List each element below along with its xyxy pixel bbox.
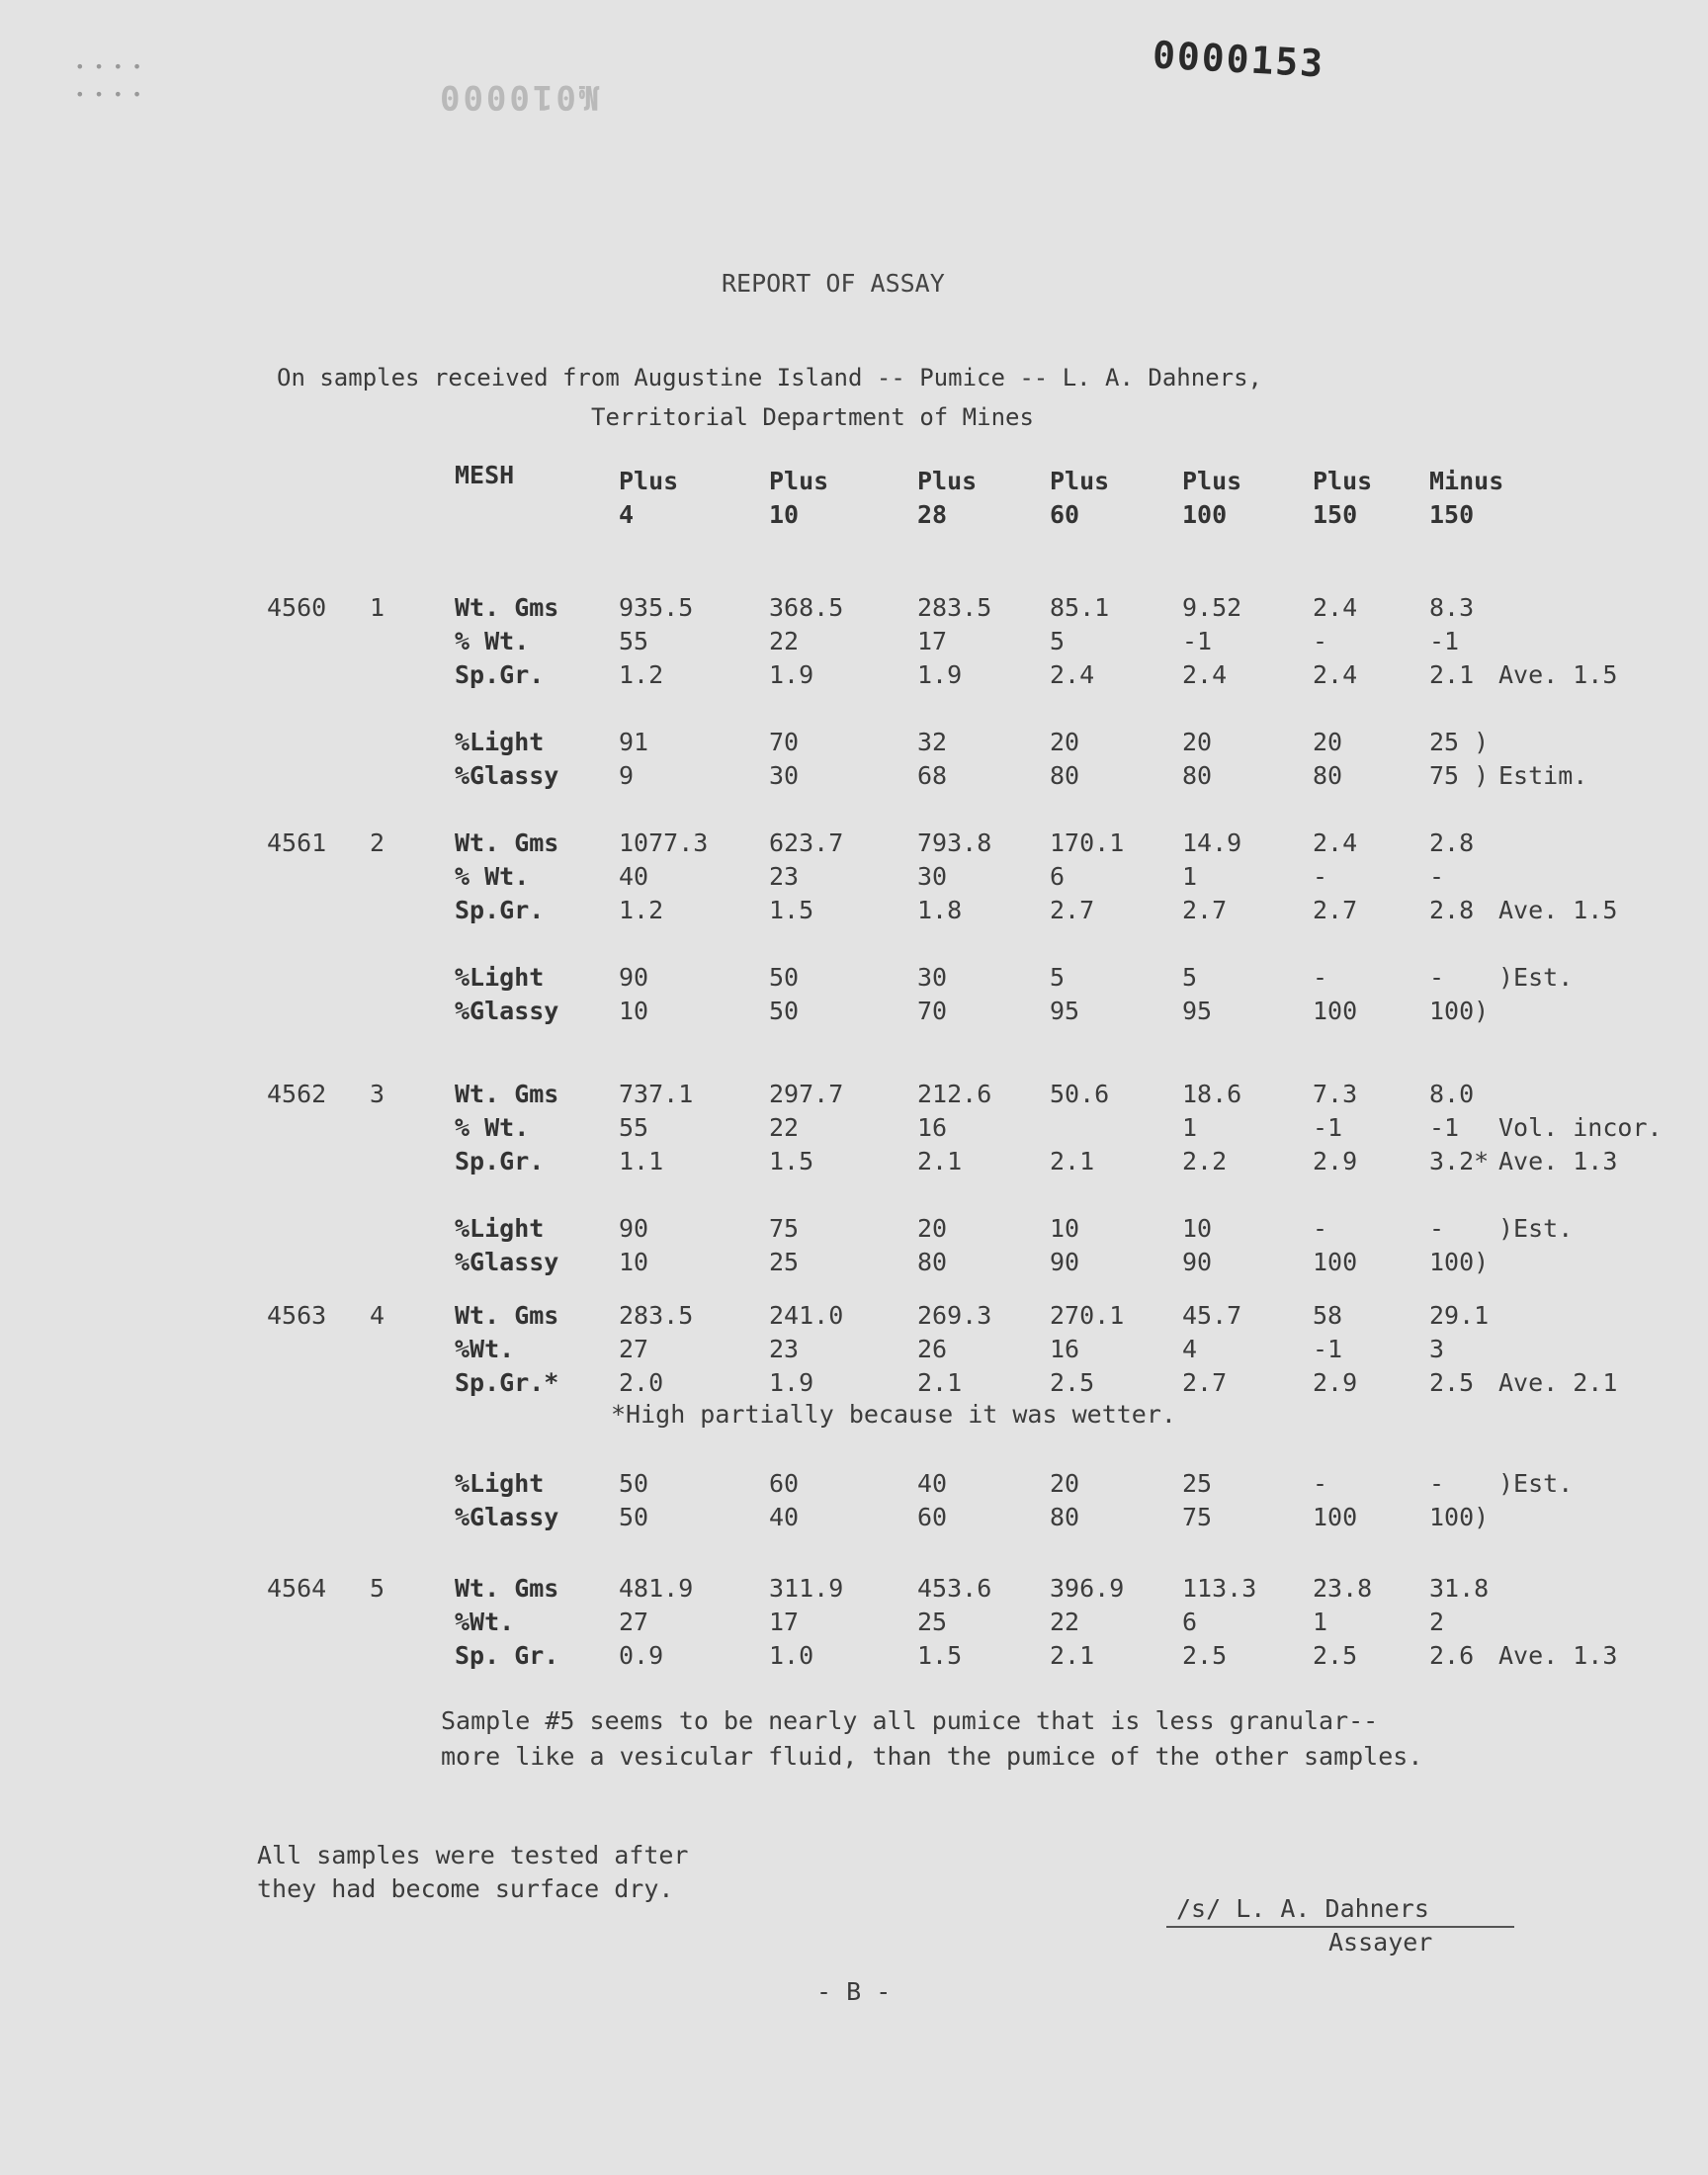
column-header-top: Plus	[769, 467, 829, 495]
table-cell: 80	[1050, 761, 1080, 790]
table-cell: 10	[619, 1248, 649, 1276]
row-label: Wt. Gms	[455, 1080, 559, 1108]
table-cell: 283.5	[917, 593, 992, 622]
table-cell: 95	[1050, 997, 1080, 1025]
row-note: )Est.	[1498, 1469, 1574, 1498]
table-cell: 5	[1050, 627, 1066, 655]
table-cell: 50	[619, 1503, 649, 1531]
table-cell: 1.0	[769, 1641, 814, 1670]
table-cell: -	[1313, 963, 1328, 992]
table-cell: 50	[619, 1469, 649, 1498]
table-cell: 100)	[1429, 1248, 1490, 1276]
table-cell: 10	[619, 997, 649, 1025]
table-cell: 270.1	[1050, 1301, 1125, 1330]
table-cell: 1.2	[619, 660, 664, 689]
sample-number: 5	[370, 1574, 385, 1603]
subtitle-line-2: Territorial Department of Mines	[591, 403, 1034, 431]
remark-line-2: more like a vesicular fluid, than the pumice of the other samples.	[441, 1742, 1423, 1771]
table-cell: -	[1429, 862, 1445, 891]
sample-id: 4561	[267, 828, 327, 857]
table-cell: 80	[1050, 1503, 1080, 1531]
table-cell: 170.1	[1050, 828, 1125, 857]
table-cell: 20	[1050, 728, 1080, 756]
table-cell: 9	[619, 761, 635, 790]
report-title: REPORT OF ASSAY	[722, 269, 945, 298]
table-cell: 8.3	[1429, 593, 1475, 622]
table-cell: 10	[1182, 1214, 1213, 1243]
sample-id: 4563	[267, 1301, 327, 1330]
table-cell: 50.6	[1050, 1080, 1110, 1108]
table-cell: 58	[1313, 1301, 1343, 1330]
row-note: Ave. 1.5	[1498, 896, 1618, 924]
table-cell: 100)	[1429, 1503, 1490, 1531]
table-cell: 2.4	[1313, 660, 1358, 689]
table-cell: 40	[917, 1469, 948, 1498]
table-cell: 453.6	[917, 1574, 992, 1603]
sample-footnote: *High partially because it was wetter.	[611, 1400, 1176, 1429]
table-cell: 75	[1182, 1503, 1213, 1531]
signature-title: Assayer	[1328, 1928, 1433, 1957]
table-cell: 283.5	[619, 1301, 694, 1330]
table-cell: 5	[1182, 963, 1198, 992]
table-cell: 2.0	[619, 1368, 664, 1397]
row-label: %Light	[455, 1469, 545, 1498]
row-note: Vol. incor.	[1498, 1113, 1663, 1142]
table-cell: 2.5	[1050, 1368, 1095, 1397]
column-header-top: Plus	[1313, 467, 1373, 495]
table-cell: 26	[917, 1335, 948, 1363]
table-cell: 2.7	[1313, 896, 1358, 924]
table-cell: 85.1	[1050, 593, 1110, 622]
table-cell: 75 )	[1429, 761, 1490, 790]
table-cell: -	[1429, 1214, 1445, 1243]
page-label: - B -	[816, 1977, 892, 2006]
table-cell: 2.1	[1050, 1641, 1095, 1670]
table-cell: 55	[619, 1113, 649, 1142]
table-cell: 1	[1182, 1113, 1198, 1142]
table-cell: 30	[917, 963, 948, 992]
table-cell: 40	[769, 1503, 800, 1531]
table-cell: 4	[1182, 1335, 1198, 1363]
table-cell: 3	[1429, 1335, 1445, 1363]
table-cell: 311.9	[769, 1574, 844, 1603]
table-cell: 30	[917, 862, 948, 891]
row-label: Sp.Gr.	[455, 1147, 545, 1175]
table-cell: 70	[769, 728, 800, 756]
table-cell: 2.7	[1182, 896, 1228, 924]
row-label: % Wt.	[455, 1113, 530, 1142]
table-cell: 2.9	[1313, 1147, 1358, 1175]
table-cell: -	[1429, 963, 1445, 992]
table-cell: 70	[917, 997, 948, 1025]
column-header-top: Minus	[1429, 467, 1504, 495]
row-label: % Wt.	[455, 862, 530, 891]
table-cell: 2.1	[1050, 1147, 1095, 1175]
table-cell: 1.2	[619, 896, 664, 924]
table-cell: 2.6	[1429, 1641, 1475, 1670]
table-cell: 2.8	[1429, 896, 1475, 924]
table-cell: 2.9	[1313, 1368, 1358, 1397]
table-cell: 23	[769, 1335, 800, 1363]
table-cell: 30	[769, 761, 800, 790]
table-cell: 32	[917, 728, 948, 756]
table-cell: 1.5	[769, 896, 814, 924]
sample-number: 2	[370, 828, 385, 857]
table-cell: 2.7	[1050, 896, 1095, 924]
table-cell: 1.9	[917, 660, 963, 689]
note-line-2: they had become surface dry.	[257, 1874, 674, 1903]
table-cell: 1.1	[619, 1147, 664, 1175]
table-cell: 25	[769, 1248, 800, 1276]
row-label: Wt. Gms	[455, 593, 559, 622]
table-cell: 297.7	[769, 1080, 844, 1108]
table-cell: 40	[619, 862, 649, 891]
table-cell: 50	[769, 997, 800, 1025]
row-label: Sp.Gr.	[455, 896, 545, 924]
table-cell: 2.1	[917, 1147, 963, 1175]
corner-mark: • • • •	[75, 57, 142, 76]
subtitle-line-1: On samples received from Augustine Island -- Pumice -- L. A. Dahners,	[277, 364, 1262, 392]
table-cell: 2.4	[1050, 660, 1095, 689]
table-cell: -	[1313, 1469, 1328, 1498]
table-cell: 22	[1050, 1608, 1080, 1636]
column-header-bottom: 28	[917, 500, 948, 529]
table-cell: 793.8	[917, 828, 992, 857]
table-cell: 23	[769, 862, 800, 891]
row-label: %Light	[455, 1214, 545, 1243]
table-cell: 31.8	[1429, 1574, 1490, 1603]
table-cell: 20	[1182, 728, 1213, 756]
column-header-top: Plus	[917, 467, 978, 495]
table-cell: 45.7	[1182, 1301, 1242, 1330]
table-cell: 2.2	[1182, 1147, 1228, 1175]
table-cell: 6	[1050, 862, 1066, 891]
table-cell: 2.1	[1429, 660, 1475, 689]
sample-number: 4	[370, 1301, 385, 1330]
table-cell: 396.9	[1050, 1574, 1125, 1603]
row-label: %Wt.	[455, 1608, 515, 1636]
row-note: Ave. 1.5	[1498, 660, 1618, 689]
table-cell: 481.9	[619, 1574, 694, 1603]
table-cell: 20	[1313, 728, 1343, 756]
sample-id: 4564	[267, 1574, 327, 1603]
table-cell: 2.4	[1313, 593, 1358, 622]
row-label: Sp.Gr.	[455, 660, 545, 689]
table-cell: -1	[1429, 627, 1460, 655]
table-cell: 90	[1050, 1248, 1080, 1276]
table-cell: 0.9	[619, 1641, 664, 1670]
table-cell: -	[1313, 627, 1328, 655]
table-cell: 55	[619, 627, 649, 655]
table-cell: 1.9	[769, 660, 814, 689]
table-cell: 60	[917, 1503, 948, 1531]
table-cell: 8.0	[1429, 1080, 1475, 1108]
table-cell: 2.5	[1429, 1368, 1475, 1397]
table-cell: 2.7	[1182, 1368, 1228, 1397]
table-cell: 90	[619, 1214, 649, 1243]
table-cell: 2.5	[1313, 1641, 1358, 1670]
table-cell: 25 )	[1429, 728, 1490, 756]
table-cell: 9.52	[1182, 593, 1242, 622]
table-cell: 14.9	[1182, 828, 1242, 857]
table-cell: 100	[1313, 1248, 1358, 1276]
signature: /s/ L. A. Dahners	[1176, 1894, 1429, 1923]
table-cell: 2.5	[1182, 1641, 1228, 1670]
table-cell: 90	[1182, 1248, 1213, 1276]
remark-line-1: Sample #5 seems to be nearly all pumice that is less granular--	[441, 1706, 1379, 1735]
row-note: )Est.	[1498, 1214, 1574, 1243]
table-cell: 80	[1182, 761, 1213, 790]
table-cell: 68	[917, 761, 948, 790]
table-cell: 6	[1182, 1608, 1198, 1636]
table-cell: -1	[1313, 1113, 1343, 1142]
column-header-bottom: 100	[1182, 500, 1228, 529]
table-cell: 75	[769, 1214, 800, 1243]
table-cell: -1	[1182, 627, 1213, 655]
table-cell: 91	[619, 728, 649, 756]
table-cell: -	[1313, 862, 1328, 891]
row-note: )Est.	[1498, 963, 1574, 992]
column-header-top: Plus	[1050, 467, 1110, 495]
table-cell: 2	[1429, 1608, 1445, 1636]
table-cell: 16	[1050, 1335, 1080, 1363]
table-cell: 1.5	[917, 1641, 963, 1670]
table-cell: 100	[1313, 997, 1358, 1025]
table-cell: 29.1	[1429, 1301, 1490, 1330]
table-cell: 2.1	[917, 1368, 963, 1397]
row-label: Wt. Gms	[455, 828, 559, 857]
column-header-bottom: 4	[619, 500, 635, 529]
table-cell: 18.6	[1182, 1080, 1242, 1108]
table-cell: 20	[1050, 1469, 1080, 1498]
row-label: Sp.Gr.*	[455, 1368, 559, 1397]
table-cell: 113.3	[1182, 1574, 1257, 1603]
table-cell: 90	[619, 963, 649, 992]
row-note: Ave. 2.1	[1498, 1368, 1618, 1397]
row-label: %Glassy	[455, 1248, 559, 1276]
table-cell: 60	[769, 1469, 800, 1498]
table-cell: 623.7	[769, 828, 844, 857]
table-cell: 23.8	[1313, 1574, 1373, 1603]
table-cell: 1077.3	[619, 828, 709, 857]
column-header-bottom: 60	[1050, 500, 1080, 529]
table-cell: -	[1429, 1469, 1445, 1498]
table-cell: 2.4	[1182, 660, 1228, 689]
table-cell: 20	[917, 1214, 948, 1243]
table-cell: -1	[1313, 1335, 1343, 1363]
table-cell: 27	[619, 1608, 649, 1636]
table-cell: 7.3	[1313, 1080, 1358, 1108]
table-cell: 2.8	[1429, 828, 1475, 857]
table-cell: 1.8	[917, 896, 963, 924]
table-cell: -1	[1429, 1113, 1460, 1142]
row-label: %Glassy	[455, 761, 559, 790]
sample-number: 1	[370, 593, 385, 622]
sample-number: 3	[370, 1080, 385, 1108]
column-header-top: Plus	[1182, 467, 1242, 495]
table-cell: 241.0	[769, 1301, 844, 1330]
table-cell: 1.5	[769, 1147, 814, 1175]
note-line-1: All samples were tested after	[257, 1841, 689, 1870]
table-cell: 1.9	[769, 1368, 814, 1397]
table-cell: 3.2*	[1429, 1147, 1490, 1175]
table-cell: 100)	[1429, 997, 1490, 1025]
table-cell: 25	[917, 1608, 948, 1636]
table-cell: 212.6	[917, 1080, 992, 1108]
sample-id: 4562	[267, 1080, 327, 1108]
row-label: % Wt.	[455, 627, 530, 655]
table-cell: 100	[1313, 1503, 1358, 1531]
table-cell: 17	[769, 1608, 800, 1636]
table-cell: 10	[1050, 1214, 1080, 1243]
corner-mark: • • • •	[75, 85, 142, 104]
table-cell: 16	[917, 1113, 948, 1142]
table-cell: 1	[1182, 862, 1198, 891]
row-label: Sp. Gr.	[455, 1641, 559, 1670]
table-cell: 17	[917, 627, 948, 655]
table-cell: 80	[1313, 761, 1343, 790]
table-cell: 22	[769, 1113, 800, 1142]
column-header-bottom: 150	[1313, 500, 1358, 529]
table-cell: 25	[1182, 1469, 1213, 1498]
column-header-bottom: 150	[1429, 500, 1475, 529]
column-header-bottom: 10	[769, 500, 800, 529]
row-label: Wt. Gms	[455, 1301, 559, 1330]
row-label: Wt. Gms	[455, 1574, 559, 1603]
table-cell: -	[1313, 1214, 1328, 1243]
sample-id: 4560	[267, 593, 327, 622]
row-note: Estim.	[1498, 761, 1588, 790]
row-label: %Glassy	[455, 997, 559, 1025]
row-label: %Glassy	[455, 1503, 559, 1531]
table-cell: 50	[769, 963, 800, 992]
row-note: Ave. 1.3	[1498, 1641, 1618, 1670]
mesh-header: MESH	[455, 461, 515, 489]
faint-stamp-number: №010000	[437, 77, 600, 117]
document-number: 0000153	[1151, 33, 1326, 86]
row-label: %Light	[455, 728, 545, 756]
row-label: %Light	[455, 963, 545, 992]
table-cell: 27	[619, 1335, 649, 1363]
row-label: %Wt.	[455, 1335, 515, 1363]
table-cell: 1	[1313, 1608, 1328, 1636]
table-cell: 80	[917, 1248, 948, 1276]
table-cell: 2.4	[1313, 828, 1358, 857]
column-header-top: Plus	[619, 467, 679, 495]
table-cell: 5	[1050, 963, 1066, 992]
table-cell: 737.1	[619, 1080, 694, 1108]
table-cell: 935.5	[619, 593, 694, 622]
table-cell: 368.5	[769, 593, 844, 622]
table-cell: 22	[769, 627, 800, 655]
table-cell: 95	[1182, 997, 1213, 1025]
row-note: Ave. 1.3	[1498, 1147, 1618, 1175]
table-cell: 269.3	[917, 1301, 992, 1330]
